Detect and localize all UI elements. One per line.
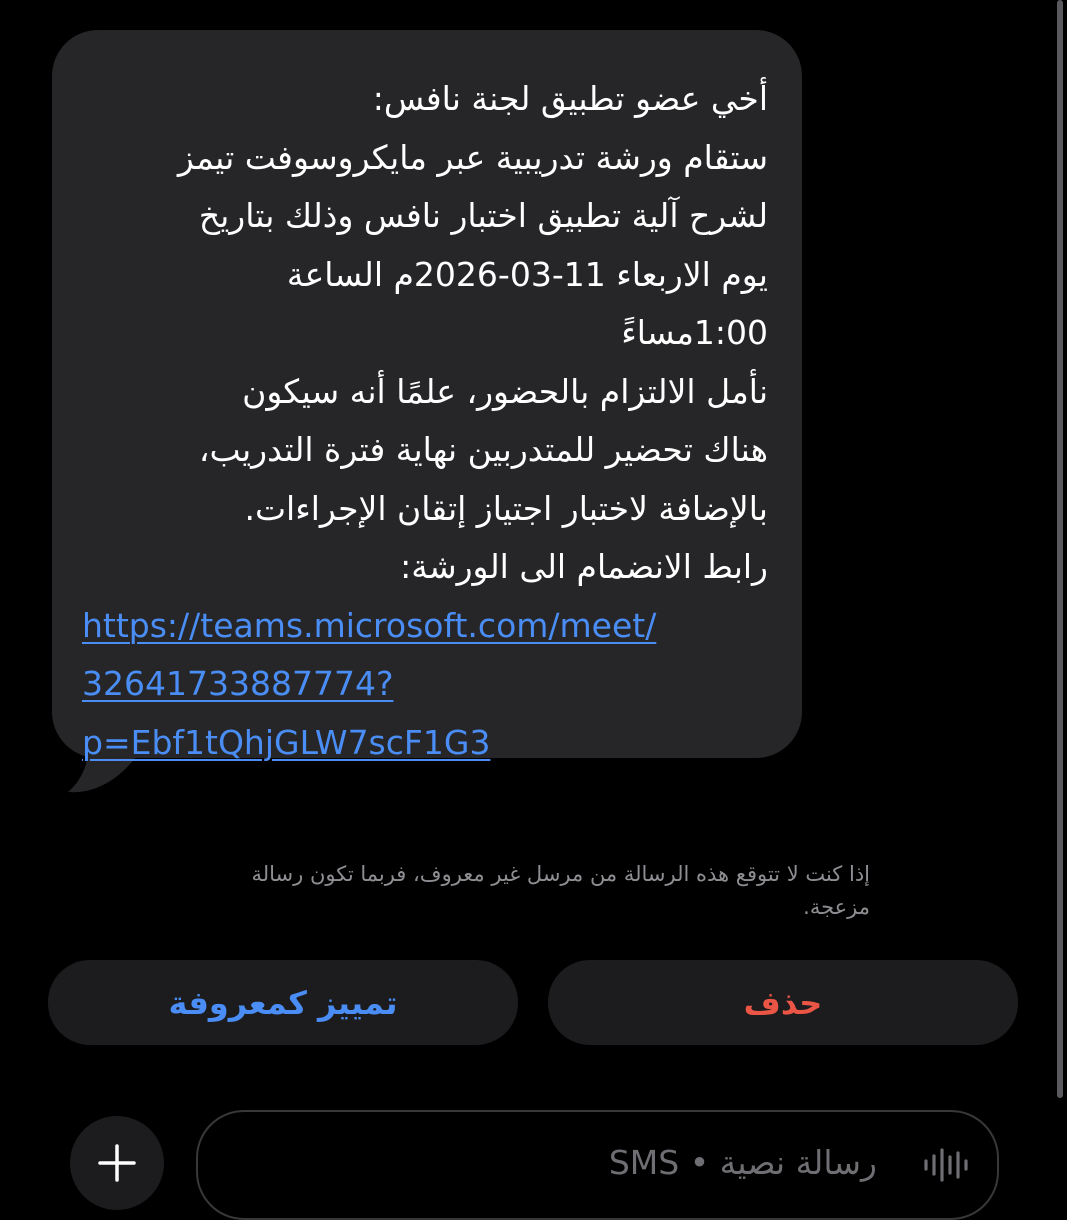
meeting-link-line[interactable]: https://teams.microsoft.com/meet/ — [82, 605, 657, 645]
message-input[interactable] — [196, 1110, 999, 1220]
message-line: ستقام ورشة تدريبية عبر مايكروسوفت تيمز — [177, 137, 768, 177]
meeting-link-line[interactable]: 32641733887774? — [82, 664, 394, 703]
message-line: بالإضافة لاختبار اجتياز إتقان الإجراءات. — [244, 488, 768, 528]
scrollbar[interactable] — [1057, 0, 1063, 1098]
spam-warning: إذا كنت لا تتوقع هذه الرسالة من مرسل غير معروف، فربما تكون رسالة مزعجة. — [251, 862, 870, 919]
add-attachment-button[interactable] — [70, 1116, 164, 1210]
message-line: يوم الاربعاء 11-03-2026م الساعة — [286, 254, 768, 294]
message-line: نأمل الالتزام بالحضور، علمًا أنه سيكون — [242, 371, 768, 411]
meeting-link-line[interactable]: p=Ebf1tQhjGLW7scF1G3 — [82, 722, 491, 762]
delete-button[interactable]: حذف — [548, 960, 1018, 1045]
message-line: أخي عضو تطبيق لجنة نافس: — [372, 79, 768, 118]
message-line: 1:00مساءً — [621, 313, 768, 352]
message-text — [82, 70, 768, 597]
mark-as-known-button[interactable]: تمييز كمعروفة — [48, 960, 518, 1045]
message-line: رابط الانضمام الى الورشة: — [400, 547, 768, 586]
message-bubble[interactable] — [52, 30, 802, 762]
message-line: هناك تحضير للمتدربين نهاية فترة التدريب، — [198, 430, 768, 469]
plus-icon — [97, 1143, 137, 1183]
meeting-link[interactable] — [82, 597, 768, 773]
message-line: لشرح آلية تطبيق اختبار نافس وذلك بتاريخ — [198, 196, 768, 235]
input-placeholder: رسالة نصية • SMS — [608, 1143, 877, 1182]
waveform-icon[interactable] — [923, 1148, 969, 1182]
